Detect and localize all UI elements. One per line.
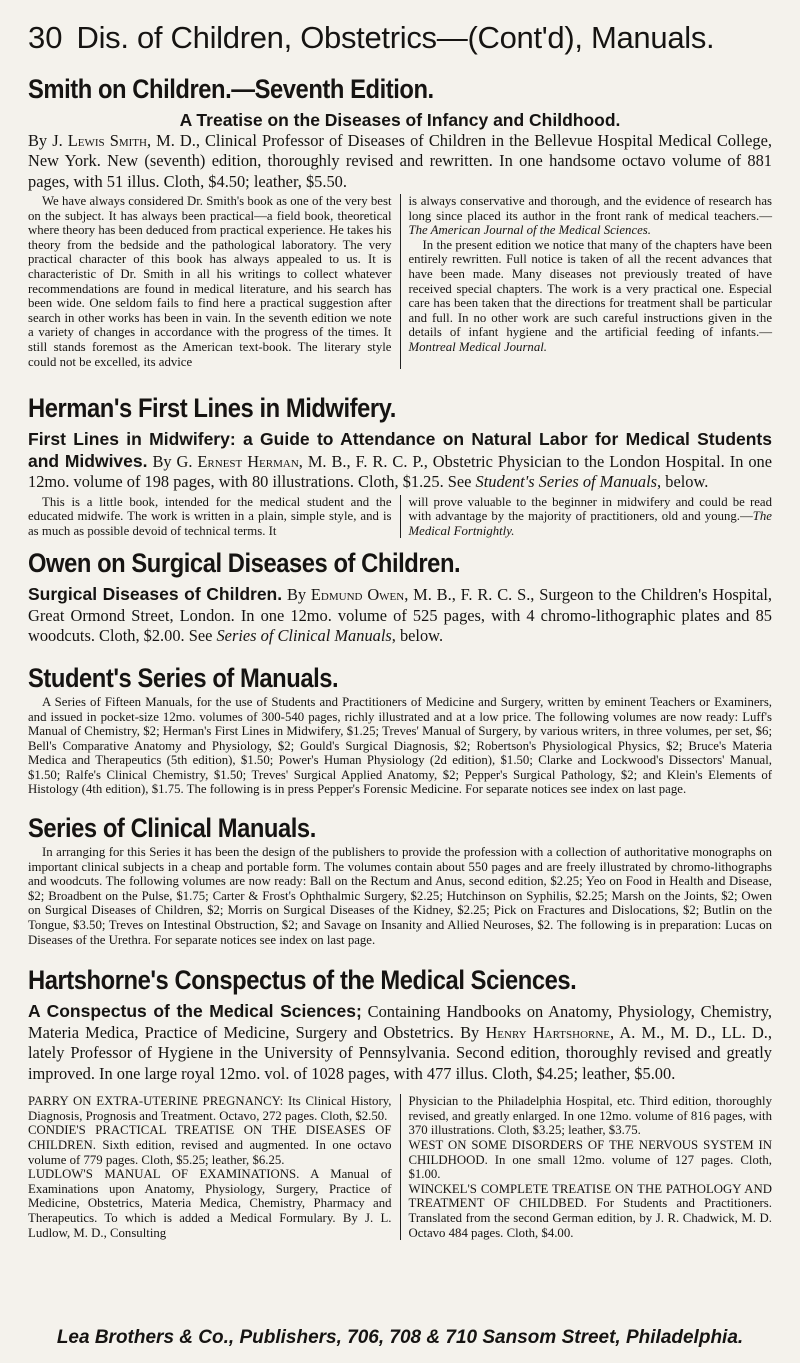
- owen-desc: , M. B., F. R. C. S., Surgeon to the Children's Hospital, Great Ormond Street, London. In one 12mo. volume of 525 pages, with 4 chromo-lithographic plates and 85 woodcuts. Cloth, $2.00. See: [28, 585, 773, 646]
- herman-desc-end: , below.: [657, 472, 709, 492]
- hartshorne-desc-b: , A. M., M. D., LL. D., lately Professor of Hygiene in the University of Pennsylvania. Second edition, thoroughly revised and greatly improved. In one large royal 12mo. vol. of 1028 pages, with 477 illus. Cloth, $4.25; leather, $5.00.: [28, 1022, 773, 1083]
- herman-review-right: [401, 495, 773, 539]
- herman-heading: Herman's First Lines in Midwifery.: [28, 393, 396, 424]
- herman-desc: , M. B., F. R. C. P., Obstetric Physician to the London Hospital. In one 12mo. volume of 198 pages, with 80 illustrations. Cloth, $1.25. See: [28, 451, 773, 492]
- herman-by: By G.: [147, 451, 198, 471]
- herman-book-title: First Lines in Midwifery: a Guide to Attendance on Natural Labor for Medical Students and Midwives.: [28, 429, 772, 471]
- listings-left: [28, 1094, 401, 1240]
- hartshorne-author: Henry Hartshorne: [485, 1022, 611, 1042]
- smith-review-right: [401, 194, 773, 369]
- owen-desc-end: , below.: [391, 626, 444, 646]
- page-number: 30: [28, 20, 63, 55]
- smith-book-title: A Treatise on the Diseases of Infancy and Childhood.: [179, 110, 621, 130]
- owen-author: Edmund Owen: [310, 585, 405, 605]
- hartshorne-heading: Hartshorne's Conspectus of the Medical Sciences.: [28, 965, 577, 996]
- students-heading: Student's Series of Manuals.: [28, 662, 339, 693]
- smith-review-right-a: is always conservative and thorough, and the evidence of research has long since placed its author in the front rank of medical teachers.—: [408, 194, 772, 223]
- publisher-footer: Lea Brothers & Co., Publishers, 706, 708 & 710 Sansom Street, Philadelphia.: [56, 1327, 744, 1348]
- clinical-heading: Series of Clinical Manuals.: [28, 813, 316, 844]
- herman-review-left: This is a little book, intended for the medical student and the educated midwife. The work is written in a plain, simple style, and is as much as possible devoid of technical terms. It: [28, 495, 401, 539]
- listing-entry: WEST ON SOME DISORDERS OF THE NERVOUS SYSTEM IN CHILDHOOD. In one small 12mo. volume of 127 pages. Cloth, $1.00.: [408, 1138, 772, 1182]
- students-body: A Series of Fifteen Manuals, for the use of Students and Practitioners of Medicine and Surgery, written by eminent Teachers or Examiners, and issued in pocket-size 12mo. volumes of 300-540 pages, richly illustrated and at a low price. The following volumes are now ready: Luff's Manual of Chemistry, $2; Herman's First Lines in Midwifery, $1.25; Treves' Manual of Surgery, by various writers, in three volumes, per set, $6; Bell's Comparative Anatomy and Physiology, $2; Gould's Surgical Diagnosis, $2; Robertson's Physiological Physics, $2; Bruce's Materia Medica and Therapeutics (5th edition), $1.50; Power's Human Physiology (2d edition), $1.50; Clarke and Lockwood's Dissectors' Manual, $1.50; Ralfe's Clinical Chemistry, $1.50; Treves' Surgical Applied Anatomy, $2; Pepper's Surgical Pathology, $2; and Klein's Elements of Histology (4th edition), $1.75. The following is in press Pepper's Forensic Medicine. For separate notices see index on last page.: [28, 694, 772, 797]
- listings-right: [401, 1094, 773, 1240]
- page-header: [28, 0, 772, 58]
- smith-review-left: We have always considered Dr. Smith's book as one of the very best on the subject. It has always been practical—a field book, theoretical where theory has been deduced from practical experience. He takes his theory from the bedside and the pathological laboratory. The very practical character of this book has always appealed to us. It is characteristic of Dr. Smith in all his writings to collect whatever recommendations are found in medical literature, and his search has been wide. One seldom fails to find here a practical suggestion after search in other works has been in vain. In the seventh edition we note a variety of changes in accordance with the progress of the times. It still stands foremost as the American text-book. The literary style could not be excelled, its advice: [28, 194, 401, 369]
- herman-reviews: [28, 495, 772, 539]
- hartshorne-description: [28, 1001, 772, 1084]
- hartshorne-book-title: A Conspectus of the Medical Sciences;: [28, 1001, 362, 1022]
- clinical-body: In arranging for this Series it has been the design of the publishers to provide the profession with a collection of authoritative monographs on important clinical subjects in a cheap and portable form. The volumes contain about 550 pages and are freely illustrated by chromo-lithographs and woodcuts. The following volumes are now ready: Ball on the Rectum and Anus, second edition, $2.25; Yeo on Food in Health and Disease, $2; Broadbent on the Pulse, $1.75; Carter & Frost's Ophthalmic Surgery, $2.25; Hutchinson on Syphilis, $2.25; Marsh on the Joints, $2; Owen on Surgical Diseases of Children, $2; Morris on Surgical Diseases of the Kidney, $2.25; Pick on Fractures and Dislocations, $2; Butlin on the Tongue, $3.50; Treves on Intestinal Obstruction, $2; and Savage on Insanity and Allied Neuroses, $2. The following is in preparation: Lucas on Diseases of the Urethra. For separate notices see index on last page.: [28, 845, 772, 947]
- running-title: Dis. of Children, Obstetrics—(Cont'd), Manuals.: [76, 20, 715, 55]
- owen-description: [28, 584, 772, 647]
- smith-review-right-b: In the present edition we notice that many of the chapters have been entirely rewritten. Full notice is taken of all the recent advances that have been made. Many diseases not previously treated of have received special chapters. The work is a very practical one. Especial care has been taken that the directions for treatment shall be particular and full. In no other work are such careful instructions given in the details of infant hygiene and the artificial feeding of infants.—: [408, 237, 772, 340]
- smith-by: By: [28, 130, 48, 150]
- smith-review-right-a-source: The American Journal of the Medical Sciences.: [408, 223, 651, 238]
- listing-entry: PARRY ON EXTRA-UTERINE PREGNANCY: Its Clinical History, Diagnosis, Prognosis and Treatment. Octavo, 272 pages. Cloth, $2.50.: [28, 1094, 392, 1123]
- owen-see-ref: Series of Clinical Manuals: [216, 626, 392, 646]
- herman-description: [28, 429, 772, 493]
- smith-desc: , M. D., Clinical Professor of Diseases of Children in the Bellevue Hospital Medical College, New York. New (seventh) edition, thoroughly revised and rewritten. In one handsome octavo volume of 881 pages, with 51 illus. Cloth, $4.50; leather, $5.50.: [28, 130, 772, 191]
- listing-entry: CONDIE'S PRACTICAL TREATISE ON THE DISEASES OF CHILDREN. Sixth edition, revised and augmented. In one octavo volume of 779 pages. Cloth, $5.25; leather, $6.25.: [28, 1123, 392, 1167]
- smith-author: J. Lewis Smith: [52, 130, 147, 150]
- smith-review-right-b-source: Montreal Medical Journal.: [408, 339, 547, 354]
- listing-entry: LUDLOW'S MANUAL OF EXAMINATIONS. A Manual of Examinations upon Anatomy, Physiology, Surgery, Practice of Medicine, Obstetrics, Materia Medica, Chemistry, Pharmacy and Therapeutics. To which is added a Medical Formulary. By J. L. Ludlow, M. D., Consulting: [28, 1167, 392, 1240]
- owen-heading: Owen on Surgical Diseases of Children.: [28, 548, 461, 579]
- book-listings: [28, 1094, 772, 1240]
- herman-author: Ernest Herman: [197, 451, 299, 471]
- listing-entry: Physician to the Philadelphia Hospital, etc. Third edition, thoroughly revised, and greatly enlarged. In one 12mo. volume of 816 pages, with 370 illustrations. Cloth, $3.25; leather, $3.75.: [408, 1094, 772, 1138]
- owen-book-title: Surgical Diseases of Children.: [28, 584, 283, 605]
- herman-review-source: The Medical Fortnightly.: [408, 509, 772, 538]
- listing-entry: WINCKEL'S COMPLETE TREATISE ON THE PATHOLOGY AND TREATMENT OF CHILDBED. For Students and Practitioners. Translated from the second German edition, by J. R. Chadwick, M. D. Octavo 484 pages. Cloth, $4.00.: [408, 1181, 772, 1240]
- smith-heading: Smith on Children.—Seventh Edition.: [28, 74, 434, 104]
- smith-reviews: [28, 194, 772, 369]
- smith-description: [28, 110, 772, 192]
- herman-review-right-text: will prove valuable to the beginner in midwifery and could be read with advantage by the majority of practitioners, old and young.—: [408, 494, 772, 524]
- hartshorne-desc-a: Containing Handbooks on Anatomy, Physiology, Chemistry, Materia Medica, Practice of Medicine, Surgery and Obstetrics. By: [28, 1002, 772, 1042]
- herman-see-ref: Student's Series of Manuals: [475, 472, 658, 492]
- owen-by: By: [282, 585, 311, 605]
